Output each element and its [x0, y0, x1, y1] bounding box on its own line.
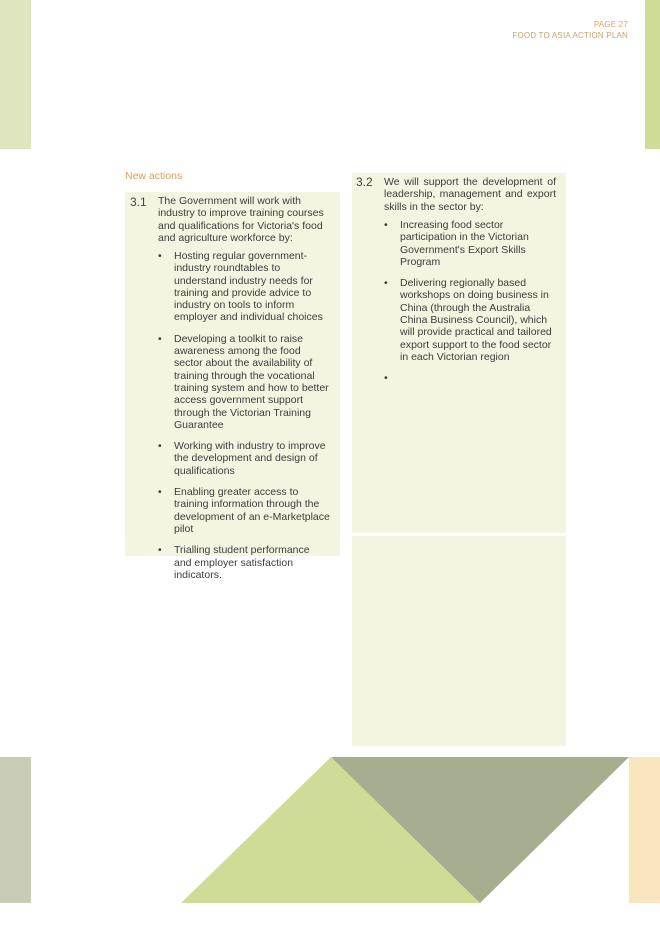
bullet-marker: • — [158, 332, 162, 345]
document-title: FOOD TO ASIA ACTION PLAN — [512, 31, 628, 40]
bullet-marker: • — [158, 250, 162, 262]
action-number: 3.2 — [356, 175, 373, 189]
page-number: PAGE 27 — [593, 20, 628, 29]
bullet-text: Trialling student performance and employer satisfaction indicators. — [174, 544, 310, 581]
bullet-text: Working with industry to improve the development and design of qualifications — [174, 440, 326, 477]
action-intro: The Government will work with industry to improve training courses and qualifications for Victoria's food and agriculture workforce by: — [158, 195, 324, 244]
bullet-marker: • — [158, 544, 162, 557]
bullet-text: Enabling greater access to training information through the development of an e-Marketplace pilot — [174, 486, 330, 535]
bullet-text: Developing a toolkit to raise awareness among the food sector about the availability of training through the vocational training system and how to better access government support through the Victorian Training Guarantee — [174, 332, 329, 431]
bullet-marker: • — [384, 219, 388, 231]
bullet-marker: • — [158, 486, 162, 499]
bullet-marker: • — [158, 440, 162, 453]
action-intro: We will support the development of leadership, management and export skills in the sector by: — [384, 176, 556, 213]
section-title: New actions — [125, 170, 183, 182]
bullet-text: Delivering regionally based workshops on doing business in China (through the Australia China Business Council), which will provide practical and tailored export support to the food sector in each Victorian region — [400, 277, 552, 363]
bullet-marker: • — [384, 277, 388, 290]
bullet-text: Increasing food sector participation in the Victorian Government's Export Skills Program — [400, 219, 529, 268]
action-number: 3.1 — [130, 195, 147, 209]
bullet-text: Hosting regular government-industry roundtables to understand industry needs for training and provide advice to industry on tools to inform employer and individual choices — [174, 250, 323, 324]
bullet-marker: • — [384, 372, 388, 385]
